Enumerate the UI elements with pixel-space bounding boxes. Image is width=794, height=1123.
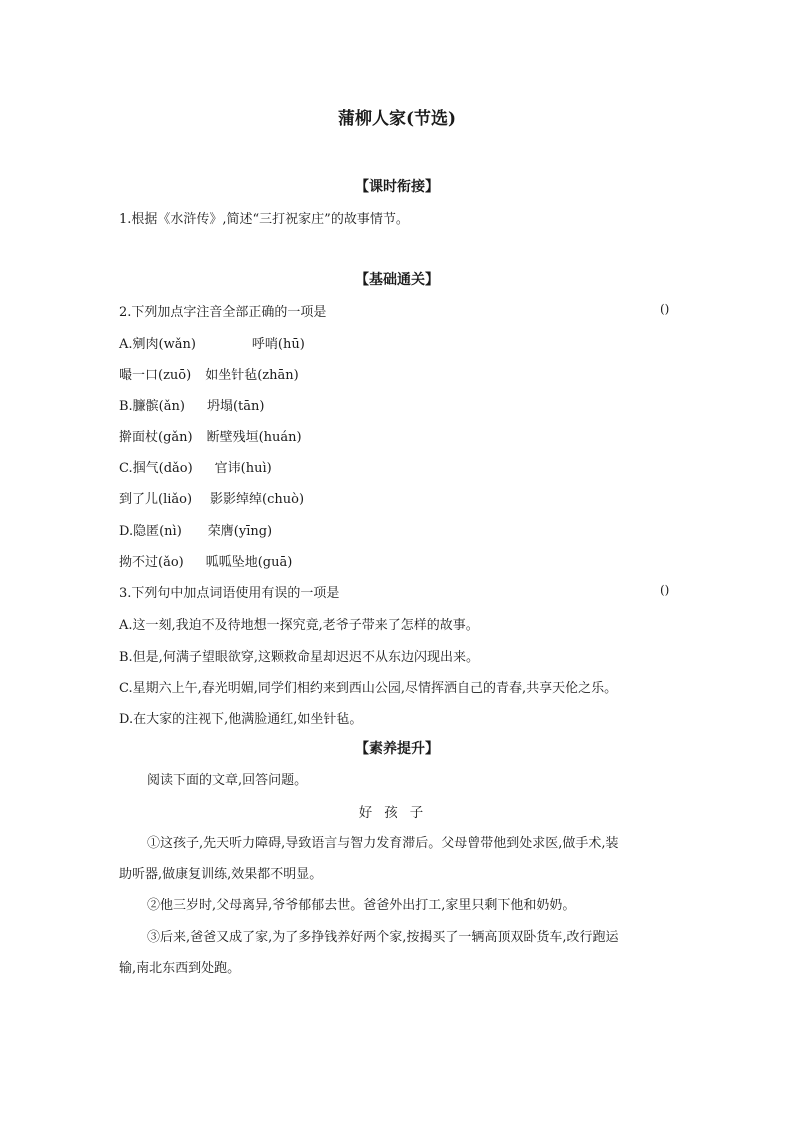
option-item: 拗不过(ǎo) bbox=[119, 555, 184, 570]
question-1: 1.根据《水浒传》,简述“三打祝家庄”的故事情节。 bbox=[119, 212, 409, 227]
reading-instruction: 阅读下面的文章,回答问题。 bbox=[147, 773, 308, 788]
question-2-option-a-line1 bbox=[119, 333, 305, 352]
question-3-stem: 3.下列句中加点词语使用有误的一项是 bbox=[119, 586, 340, 601]
option-item: A.剜肉(wǎn) bbox=[119, 337, 196, 352]
question-2-answer-paren: () bbox=[660, 302, 670, 316]
section-heading-lesson-link: 【课时衔接】 bbox=[355, 179, 439, 195]
option-item: 影影绰绰(chuò) bbox=[210, 492, 305, 507]
option-item: C.掴气(dǎo) bbox=[119, 461, 193, 476]
option-item: 坍塌(tān) bbox=[206, 399, 265, 414]
question-3-option-a: A.这一刻,我迫不及待地想一探究竟,老爷子带来了怎样的故事。 bbox=[119, 618, 479, 633]
option-item: 到了儿(liǎo) bbox=[119, 492, 193, 507]
option-item: 荣膺(yīng) bbox=[207, 524, 273, 539]
option-item: 官讳(huì) bbox=[214, 461, 272, 476]
question-3-option-b: B.但是,何满子望眼欲穿,这颗救命星却迟迟不从东边闪现出来。 bbox=[119, 650, 479, 665]
question-2-option-b-line2 bbox=[119, 426, 302, 445]
question-2-stem: 2.下列加点字注音全部正确的一项是 bbox=[119, 305, 327, 320]
story-paragraph-2: ②他三岁时,父母离异,爷爷郁郁去世。爸爸外出打工,家里只剩下他和奶奶。 bbox=[147, 898, 576, 913]
question-2-option-b-line1 bbox=[119, 395, 264, 414]
option-item: 呼哨(hū) bbox=[251, 337, 305, 352]
option-item: B.臁髌(ǎn) bbox=[119, 399, 185, 414]
section-heading-basics: 【基础通关】 bbox=[355, 272, 439, 288]
question-2-option-c-line1 bbox=[119, 457, 272, 476]
option-item: 如坐针毡(zhān) bbox=[205, 368, 299, 383]
story-title: 好孩子 bbox=[358, 805, 436, 821]
question-2-option-d-line1 bbox=[119, 520, 272, 539]
story-paragraph-3-line2: 输,南北东西到处跑。 bbox=[119, 961, 241, 976]
section-heading-literacy: 【素养提升】 bbox=[355, 741, 439, 757]
question-2-option-d-line2 bbox=[119, 551, 292, 570]
question-3-option-c: C.星期六上午,春光明媚,同学们相约来到西山公园,尽情挥洒自己的青春,共享天伦之乐。 bbox=[119, 681, 618, 696]
option-item: 呱呱坠地(guā) bbox=[205, 555, 293, 570]
question-3-option-d: D.在大家的注视下,他满脸通红,如坐针毡。 bbox=[119, 712, 363, 727]
story-paragraph-1-line2: 助听器,做康复训练,效果都不明显。 bbox=[119, 867, 323, 882]
option-item: D.隐匿(nì) bbox=[119, 524, 182, 539]
question-3-answer-paren: () bbox=[660, 583, 670, 597]
question-2-option-a-line2 bbox=[119, 364, 299, 383]
question-2-option-c-line2 bbox=[119, 488, 304, 507]
story-paragraph-3-line1: ③后来,爸爸又成了家,为了多挣钱养好两个家,按揭买了一辆高顶双卧货车,改行跑运 bbox=[147, 930, 619, 945]
story-paragraph-1-line1: ①这孩子,先天听力障碍,导致语言与智力发育滞后。父母曾带他到处求医,做手术,装 bbox=[147, 836, 619, 851]
option-item: 擀面杖(gǎn) bbox=[119, 430, 193, 445]
page-title: 蒲柳人家(节选) bbox=[337, 109, 457, 129]
option-item: 断壁残垣(huán) bbox=[206, 430, 302, 445]
option-item: 嘬一口(zuō) bbox=[119, 368, 192, 383]
